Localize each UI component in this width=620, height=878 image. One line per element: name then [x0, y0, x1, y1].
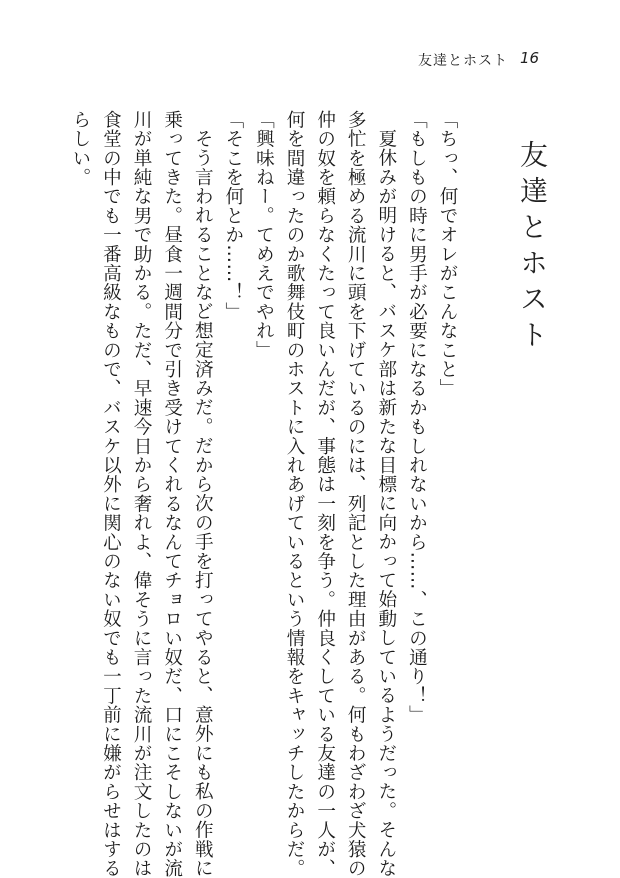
text-line: そう言われることなど想定済みだ。だから次の手を打ってやると、意外にも私の作戦に [192, 128, 214, 878]
text-line: 何を間違ったのか歌舞伎町のホストに入れあげているという情報をキャッチしたからだ。 [284, 110, 306, 878]
text-line: 多忙を極める流川に頭を下げているのには、列記とした理由がある。何もわざわざ犬猿の [345, 110, 367, 878]
text-line: 仲の奴を頼らなくたって良いんだが、事態は一刻を争う。仲良くしている友達の一人が、 [314, 110, 336, 878]
text-line: 川が単純な男で助かる。ただ、早速今日から奢れよ、偉そうに言った流川が注文したのは [131, 110, 153, 878]
running-header: 友達とホスト [418, 53, 508, 69]
text-line: 夏休みが明けると、バスケ部は新たな目標に向かって始動しているようだった。そんな [375, 128, 397, 878]
text-line: 乗ってきた。昼食一週間分で引き受けてくれるなんてチョロい奴だ、口にこそしないが流 [161, 110, 183, 878]
page-number: 16 [520, 49, 540, 67]
text-line: らしい。 [69, 110, 91, 187]
text-line: 「もしもの時に男手が必要になるかもしれないから……、この通り！」 [406, 110, 428, 725]
text-line: 食堂の中でも一番高級なもので、バスケ以外に関心のない奴でも一丁前に嫌がらせはする [100, 110, 122, 878]
text-line: 「ちっ、何でオレがこんなこと」 [437, 110, 458, 398]
chapter-title: 友達とホスト [516, 140, 549, 356]
body-text [64, 110, 462, 878]
text-line: 「そこを何とか……！」 [222, 110, 244, 322]
text-line: 「興味ねー。てめえでやれ」 [253, 110, 275, 360]
